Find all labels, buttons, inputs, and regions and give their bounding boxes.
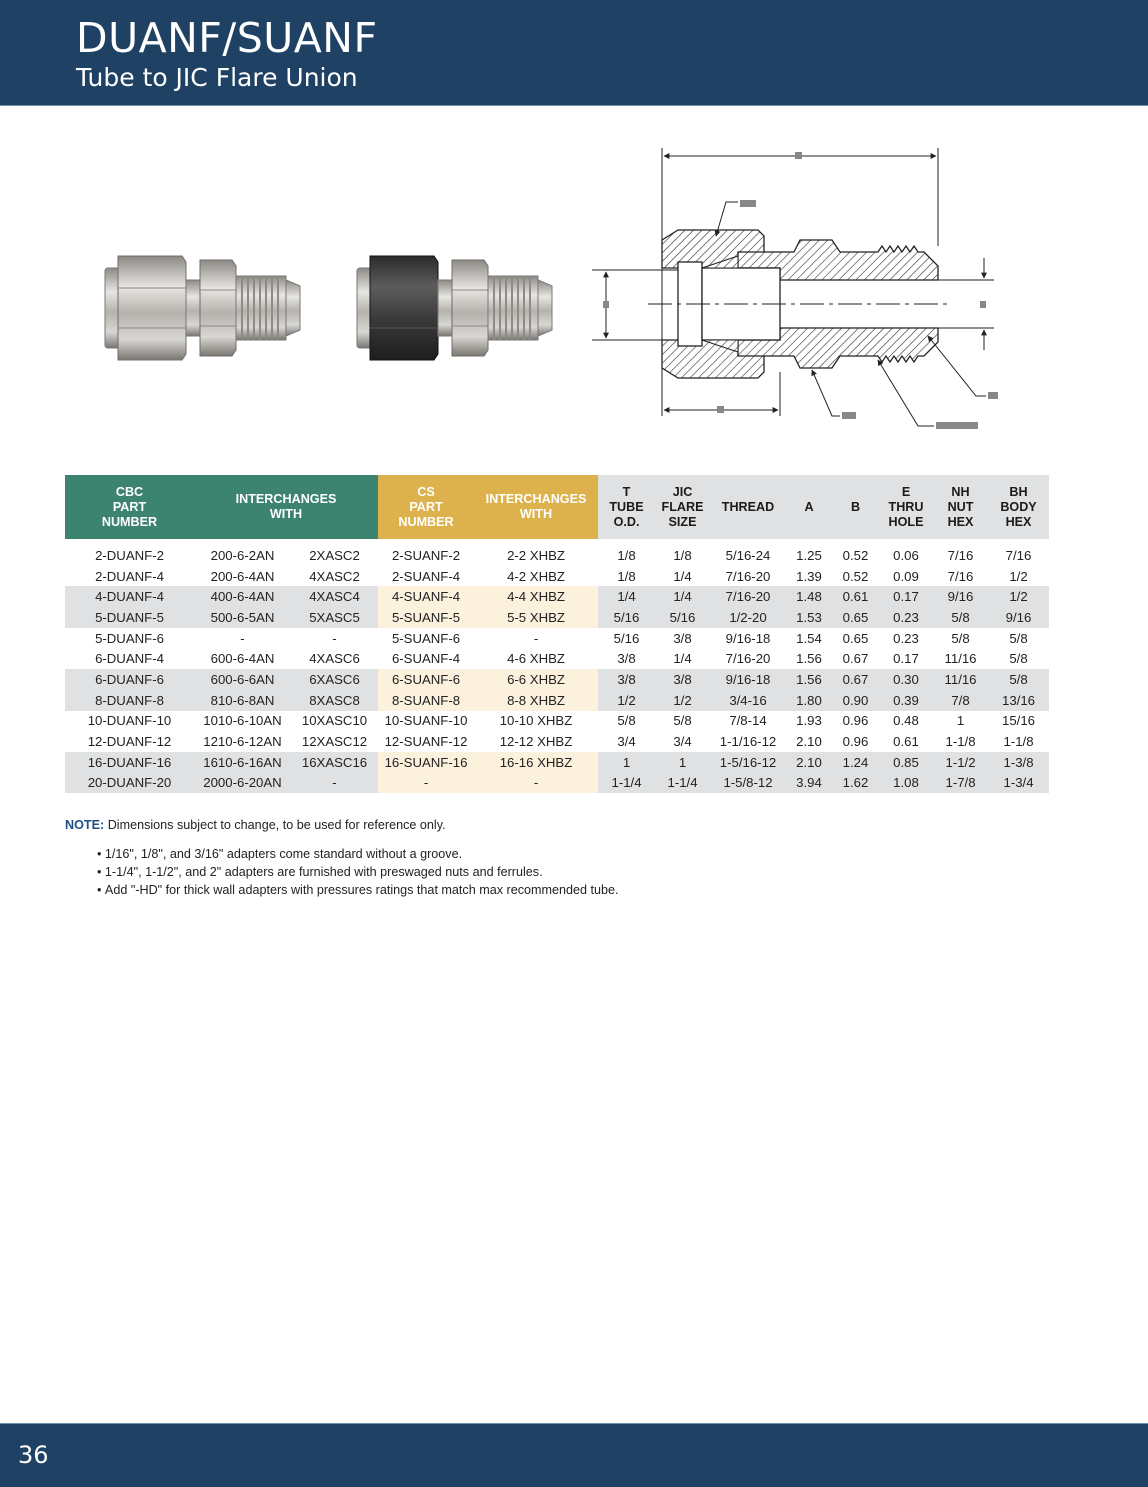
cell-dim-b: 0.65: [832, 607, 879, 628]
table-header-row: [65, 475, 1049, 539]
cell-cbc-interchange-1: 200-6-4AN: [210, 568, 275, 584]
cell-cs-part-number: 10-SUANF-10: [378, 711, 474, 732]
cell-cs-interchange: 5-5 XHBZ: [474, 607, 598, 628]
cell-cbc-interchange-2: 12XASC12: [301, 734, 368, 750]
col-a: A: [786, 475, 832, 539]
cell-dim-b: 1.62: [832, 773, 879, 794]
cell-nh-nut-hex: 11/16: [933, 669, 988, 690]
cell-e-thru-hole: 0.48: [893, 713, 919, 729]
col-b: B: [832, 475, 879, 539]
table-row: [65, 731, 1049, 752]
list-item: • 1-1/4", 1-1/2", and 2" adapters are furnished with preswaged nuts and ferrules.: [97, 863, 619, 881]
cell-cs-part-number: 8-SUANF-8: [378, 690, 474, 711]
cell-tube-od: 3/8: [598, 669, 655, 690]
cell-jic-flare-size: 1: [655, 752, 710, 773]
cell-bh-body-hex: 5/8: [1009, 651, 1028, 667]
cell-thread: 7/16-20: [725, 568, 771, 584]
cell-bh-body-hex: 1-3/4: [988, 773, 1049, 794]
cell-cs-part-number: 5-SUANF-5: [378, 607, 474, 628]
cell-e-thru-hole: 0.09: [893, 568, 919, 584]
cell-cbc-interchange-2: 10XASC10: [301, 713, 368, 729]
cell-cbc-interchange-2: 5XASC5: [291, 607, 378, 628]
cell-thread: 1-1/16-12: [719, 734, 777, 750]
cell-dim-b: 0.67: [832, 669, 879, 690]
table-row: [65, 607, 1049, 628]
col-bh-body-hex: BH BODY HEX: [988, 475, 1049, 539]
cell-cs-part-number: 2-SUANF-4: [378, 566, 474, 587]
table-row: [65, 690, 1049, 711]
cell-tube-od: 1/8: [617, 547, 636, 563]
cell-cbc-interchange-1: -: [240, 630, 245, 646]
cell-bh-body-hex: 1-1/8: [1003, 734, 1034, 750]
cell-cbc-interchange-2: 4XASC6: [309, 651, 360, 667]
cell-bh-body-hex: 7/16: [1005, 547, 1032, 563]
cell-cbc-part-number: 5-DUANF-5: [65, 607, 194, 628]
cell-tube-od: 3/4: [617, 734, 636, 750]
cell-dim-a: 3.94: [786, 773, 832, 794]
cell-jic-flare-size: 1/8: [673, 547, 692, 563]
cell-dim-a: 1.54: [796, 630, 822, 646]
cell-cs-interchange: -: [474, 773, 598, 794]
cell-dim-a: 1.39: [796, 568, 822, 584]
cell-cbc-part-number: 10-DUANF-10: [87, 713, 172, 729]
cell-dim-b: 0.52: [842, 547, 869, 563]
cell-e-thru-hole: 0.30: [879, 669, 933, 690]
cell-jic-flare-size: 1/2: [655, 690, 710, 711]
cell-dim-b: 0.52: [842, 568, 869, 584]
cell-cbc-part-number: 8-DUANF-8: [65, 690, 194, 711]
cell-tube-od: 5/16: [613, 630, 640, 646]
cell-cbc-part-number: 2-DUANF-4: [95, 568, 164, 584]
cell-cs-part-number: 4-SUANF-4: [378, 586, 474, 607]
col-e-thru-hole: E THRU HOLE: [879, 475, 933, 539]
table-row: [65, 752, 1049, 773]
cell-e-thru-hole: 1.08: [879, 773, 933, 794]
cell-tube-od: 1/8: [617, 568, 636, 584]
cell-thread: 3/4-16: [710, 690, 786, 711]
cell-nh-nut-hex: 1-1/2: [933, 752, 988, 773]
cell-tube-od: 1/2: [598, 690, 655, 711]
cell-cs-part-number: 12-SUANF-12: [378, 731, 474, 752]
cell-cbc-interchange-2: 4XASC4: [291, 586, 378, 607]
cell-cbc-interchange-1: 1210-6-12AN: [203, 734, 282, 750]
cell-cbc-interchange-1: 1010-6-10AN: [203, 713, 282, 729]
cell-cs-part-number: 6-SUANF-4: [378, 648, 474, 669]
cell-e-thru-hole: 0.61: [893, 734, 919, 750]
cell-cbc-interchange-1: 600-6-4AN: [210, 651, 275, 667]
table-row: [65, 669, 1049, 690]
col-cbc-interchanges: INTERCHANGES WITH: [194, 475, 378, 539]
cell-nh-nut-hex: 7/8: [933, 690, 988, 711]
cell-dim-a: 1.56: [786, 669, 832, 690]
cell-jic-flare-size: 1/4: [655, 586, 710, 607]
cell-dim-a: 2.10: [796, 734, 822, 750]
cell-cs-interchange: -: [474, 628, 598, 649]
cell-cbc-interchange-1: 810-6-8AN: [194, 690, 291, 711]
page-subtitle: Tube to JIC Flare Union: [76, 63, 358, 92]
cell-dim-a: 1.25: [796, 547, 822, 563]
cell-e-thru-hole: 0.17: [879, 586, 933, 607]
cell-nh-nut-hex: 5/8: [951, 630, 970, 646]
cell-tube-od: 1/4: [598, 586, 655, 607]
cell-cbc-interchange-1: 600-6-6AN: [194, 669, 291, 690]
col-cbc-part: CBC PART NUMBER: [65, 475, 194, 539]
cell-bh-body-hex: 5/8: [988, 669, 1049, 690]
cell-bh-body-hex: 13/16: [988, 690, 1049, 711]
col-nh-nut-hex: NH NUT HEX: [933, 475, 988, 539]
cell-cbc-interchange-1: 2000-6-20AN: [194, 773, 291, 794]
cell-cbc-interchange-2: 16XASC16: [291, 752, 378, 773]
col-cs-interchanges: INTERCHANGES WITH: [474, 475, 598, 539]
cell-cbc-part-number: 4-DUANF-4: [65, 586, 194, 607]
cell-cs-part-number: 2-SUANF-2: [378, 539, 474, 566]
col-cs-part: CS PART NUMBER: [378, 475, 474, 539]
note-label: NOTE:: [65, 818, 105, 832]
col-jic-flare-size: JIC FLARE SIZE: [655, 475, 710, 539]
table-row: [65, 539, 1049, 566]
cell-thread: 1-5/8-12: [710, 773, 786, 794]
table-row: [65, 711, 1049, 732]
cell-bh-body-hex: 1-3/8: [988, 752, 1049, 773]
cell-cs-interchange: 4-6 XHBZ: [474, 648, 598, 669]
cell-cbc-interchange-2: 4XASC2: [309, 568, 360, 584]
cell-dim-b: 0.67: [842, 651, 869, 667]
cell-e-thru-hole: 0.06: [893, 547, 919, 563]
page-title: DUANF/SUANF: [76, 14, 378, 62]
cell-cbc-part-number: 20-DUANF-20: [65, 773, 194, 794]
cell-jic-flare-size: 1/4: [673, 568, 692, 584]
cell-cbc-interchange-2: -: [291, 773, 378, 794]
cell-dim-b: 0.61: [832, 586, 879, 607]
cell-thread: 5/16-24: [725, 547, 771, 563]
cell-jic-flare-size: 1-1/4: [655, 773, 710, 794]
cell-jic-flare-size: 5/16: [655, 607, 710, 628]
spec-table-body: [65, 539, 1049, 793]
list-item: • Add "-HD" for thick wall adapters with pressures ratings that match max recommended tube.: [97, 881, 619, 899]
cell-thread: 1/2-20: [710, 607, 786, 628]
cell-nh-nut-hex: 5/8: [933, 607, 988, 628]
cell-jic-flare-size: 5/8: [673, 713, 692, 729]
cell-cs-interchange: 10-10 XHBZ: [474, 711, 598, 732]
cell-cbc-interchange-1: 1610-6-16AN: [194, 752, 291, 773]
cell-jic-flare-size: 1/4: [673, 651, 692, 667]
cell-cbc-interchange-2: 8XASC8: [291, 690, 378, 711]
cell-jic-flare-size: 3/8: [655, 669, 710, 690]
cell-thread: 7/8-14: [729, 713, 767, 729]
cell-dim-b: 0.90: [832, 690, 879, 711]
cell-jic-flare-size: 3/8: [673, 630, 692, 646]
carbon-steel-fitting-photo: [352, 250, 608, 365]
cell-dim-b: 0.96: [842, 713, 869, 729]
cell-thread: 7/16-20: [710, 586, 786, 607]
cell-thread: 7/16-20: [725, 651, 771, 667]
cell-cbc-interchange-1: 200-6-2AN: [210, 547, 275, 563]
cell-dim-a: 1.93: [796, 713, 822, 729]
cell-nh-nut-hex: 7/16: [947, 568, 974, 584]
cell-e-thru-hole: 0.23: [879, 607, 933, 628]
cell-cbc-part-number: 6-DUANF-6: [65, 669, 194, 690]
cell-dim-a: 1.56: [796, 651, 822, 667]
cell-dim-a: 2.10: [786, 752, 832, 773]
cell-e-thru-hole: 0.23: [893, 630, 919, 646]
spec-table: [65, 475, 1049, 793]
cell-bh-body-hex: 15/16: [1002, 713, 1036, 729]
cell-e-thru-hole: 0.85: [879, 752, 933, 773]
page-number: 36: [18, 1441, 49, 1469]
note: [65, 818, 446, 832]
cell-dim-a: 1.80: [786, 690, 832, 711]
cell-tube-od: 5/16: [598, 607, 655, 628]
table-row: [65, 586, 1049, 607]
list-item: • 1/16", 1/8", and 3/16" adapters come standard without a groove.: [97, 845, 619, 863]
cell-tube-od: 1: [598, 752, 655, 773]
page-header: [0, 0, 1148, 106]
cell-cs-interchange: 16-16 XHBZ: [474, 752, 598, 773]
cell-thread: 9/16-18: [725, 630, 771, 646]
cell-dim-b: 0.65: [842, 630, 869, 646]
table-row: [65, 628, 1049, 649]
cell-cbc-part-number: 12-DUANF-12: [87, 734, 172, 750]
cell-cbc-interchange-1: 400-6-4AN: [194, 586, 291, 607]
table-row: [65, 566, 1049, 587]
cell-cs-part-number: 16-SUANF-16: [378, 752, 474, 773]
cell-cbc-part-number: 6-DUANF-4: [95, 651, 164, 667]
cell-nh-nut-hex: 1: [956, 713, 965, 729]
cell-nh-nut-hex: 1-7/8: [933, 773, 988, 794]
stainless-fitting-photo: [100, 250, 356, 365]
cell-cs-interchange: 12-12 XHBZ: [474, 731, 598, 752]
cell-cs-interchange: 4-2 XHBZ: [474, 566, 598, 587]
cell-dim-a: 1.53: [786, 607, 832, 628]
page-footer: [0, 1423, 1148, 1487]
cell-cbc-interchange-1: 500-6-5AN: [194, 607, 291, 628]
cell-bh-body-hex: 1/2: [1009, 568, 1028, 584]
cross-section-drawing: [588, 140, 1018, 440]
cell-thread: 9/16-18: [710, 669, 786, 690]
cell-cs-interchange: 6-6 XHBZ: [474, 669, 598, 690]
cell-cbc-part-number: 16-DUANF-16: [65, 752, 194, 773]
note-bullets: [97, 845, 619, 899]
cell-dim-a: 1.48: [786, 586, 832, 607]
cell-cs-part-number: 6-SUANF-6: [378, 669, 474, 690]
note-text: Dimensions subject to change, to be used for reference only.: [107, 818, 446, 832]
cell-bh-body-hex: 1/2: [988, 586, 1049, 607]
cell-cs-interchange: 2-2 XHBZ: [474, 539, 598, 566]
cell-cbc-interchange-2: 2XASC2: [309, 547, 360, 563]
cell-nh-nut-hex: 7/16: [947, 547, 974, 563]
cell-bh-body-hex: 9/16: [988, 607, 1049, 628]
cell-cbc-part-number: 2-DUANF-2: [95, 547, 164, 563]
cell-tube-od: 3/8: [617, 651, 636, 667]
cell-cbc-interchange-2: 6XASC6: [291, 669, 378, 690]
cell-e-thru-hole: 0.39: [879, 690, 933, 711]
cell-jic-flare-size: 3/4: [673, 734, 692, 750]
cell-cbc-part-number: 5-DUANF-6: [95, 630, 164, 646]
cell-thread: 1-5/16-12: [710, 752, 786, 773]
table-row: [65, 773, 1049, 794]
col-tube-od: T TUBE O.D.: [598, 475, 655, 539]
cell-cbc-interchange-2: -: [332, 630, 337, 646]
cell-tube-od: 5/8: [617, 713, 636, 729]
cell-dim-b: 1.24: [832, 752, 879, 773]
cell-nh-nut-hex: 9/16: [933, 586, 988, 607]
cell-bh-body-hex: 5/8: [1009, 630, 1028, 646]
cell-cs-part-number: -: [378, 773, 474, 794]
cell-cs-interchange: 8-8 XHBZ: [474, 690, 598, 711]
cell-nh-nut-hex: 1-1/8: [945, 734, 976, 750]
cell-dim-b: 0.96: [842, 734, 869, 750]
cell-tube-od: 1-1/4: [598, 773, 655, 794]
table-row: [65, 648, 1049, 669]
cell-nh-nut-hex: 11/16: [944, 651, 977, 667]
cell-cs-part-number: 5-SUANF-6: [378, 628, 474, 649]
col-thread: THREAD: [710, 475, 786, 539]
cell-e-thru-hole: 0.17: [893, 651, 919, 667]
cell-cs-interchange: 4-4 XHBZ: [474, 586, 598, 607]
